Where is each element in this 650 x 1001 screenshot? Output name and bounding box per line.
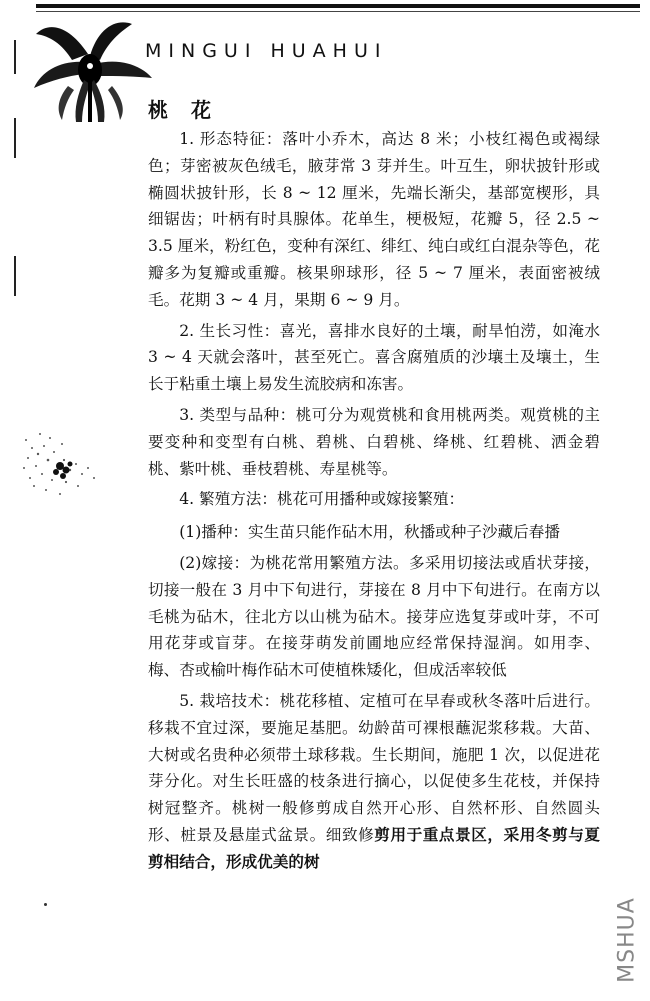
margin-mark	[14, 256, 16, 296]
margin-mark	[14, 118, 16, 158]
paragraph-propagation: 4. 繁殖方法：桃花可用播种或嫁接繁殖：	[179, 490, 465, 509]
article-body	[148, 126, 600, 876]
paragraph-grafting: (2)嫁接：为桃花常用繁殖方法。多采用切接法或盾状芽接，切接一般在 3 月中下旬进行，芽接在 8 月中下旬进行。在南方以毛桃为砧木，往北方以山桃为砧木。接芽应选复芽或叶芽，不可用花芽或盲芽。在接芽萌发前圃地应经常保持湿润。如用李、梅、杏或榆叶梅作砧木可使植株矮化，但成活率较低	[148, 553, 600, 680]
series-title: MINGUI HUAHUI	[145, 40, 388, 62]
decorative-dot-cluster-icon	[18, 420, 108, 510]
paragraph-cultivation-text: 5. 栽培技术：桃花移植、定植可在早春或秋冬落叶后进行。移栽不宜过深，要施足基肥。幼龄苗可裸根蘸泥浆移栽。大苗、大树或名贵种必须带土球移栽。生长期间，施肥 1 次，以促进花芽分化。对生长旺盛的枝条进行摘心，以促使多生花枝，并保持树冠整齐。桃树一般修剪成自然开心形、自然杯形、自然圆头形、桩景及悬崖式盆景。细致修	[148, 691, 600, 844]
paragraph-morphology: 1. 形态特征：落叶小乔木，高达 8 米；小枝红褐色或褐绿色；芽密被灰色绒毛，腋芽常 3 芽并生。叶互生，卵状披针形或椭圆状披针形，长 8 ~ 12 厘米，先端长渐尖，基部宽楔形，具细锯齿；叶柄有时具腺体。花单生，梗极短，花瓣 5，径 2.5 ~ 3.5 厘米，粉红色，变种有深红、绯红、纯白或红白混杂等色，花瓣多为复瓣或重瓣。核果卵球形，径 5 ~ 7 厘米，表面密被绒毛。花期 3 ~ 4 月，果期 6 ~ 9 月。	[148, 130, 600, 309]
paragraph-varieties: 3. 类型与品种：桃可分为观赏桃和食用桃两类。观赏桃的主要变种和变型有白桃、碧桃、白碧桃、绛桃、红碧桃、洒金碧桃、紫叶桃、垂枝碧桃、寿星桃等。	[148, 405, 600, 478]
paragraph-cultivation-bold-line: 剪用于重点景区，采用冬剪与夏剪相结合，形成优美的树	[148, 824, 600, 871]
stray-dot	[44, 903, 47, 906]
paragraph-growth-habit: 2. 生长习性：喜光，喜排水良好的土壤，耐旱怕涝，如淹水 3 ~ 4 天就会落叶，甚至死亡。喜含腐殖质的沙壤土及壤土，生长于粘重土壤上易发生流胶病和冻害。	[148, 321, 600, 394]
orchid-illustration-icon	[28, 14, 158, 124]
paragraph-cultivation	[148, 688, 600, 876]
watermark-text: MSHUA	[614, 897, 640, 983]
header-rule-thin	[36, 11, 640, 12]
paragraph-sowing: (1)播种：实生苗只能作砧木用，秋播或种子沙藏后春播	[179, 523, 560, 542]
watermark	[612, 885, 642, 995]
margin-mark	[14, 40, 16, 74]
header-rule	[36, 4, 640, 8]
article-title: 桃 花	[148, 98, 219, 122]
